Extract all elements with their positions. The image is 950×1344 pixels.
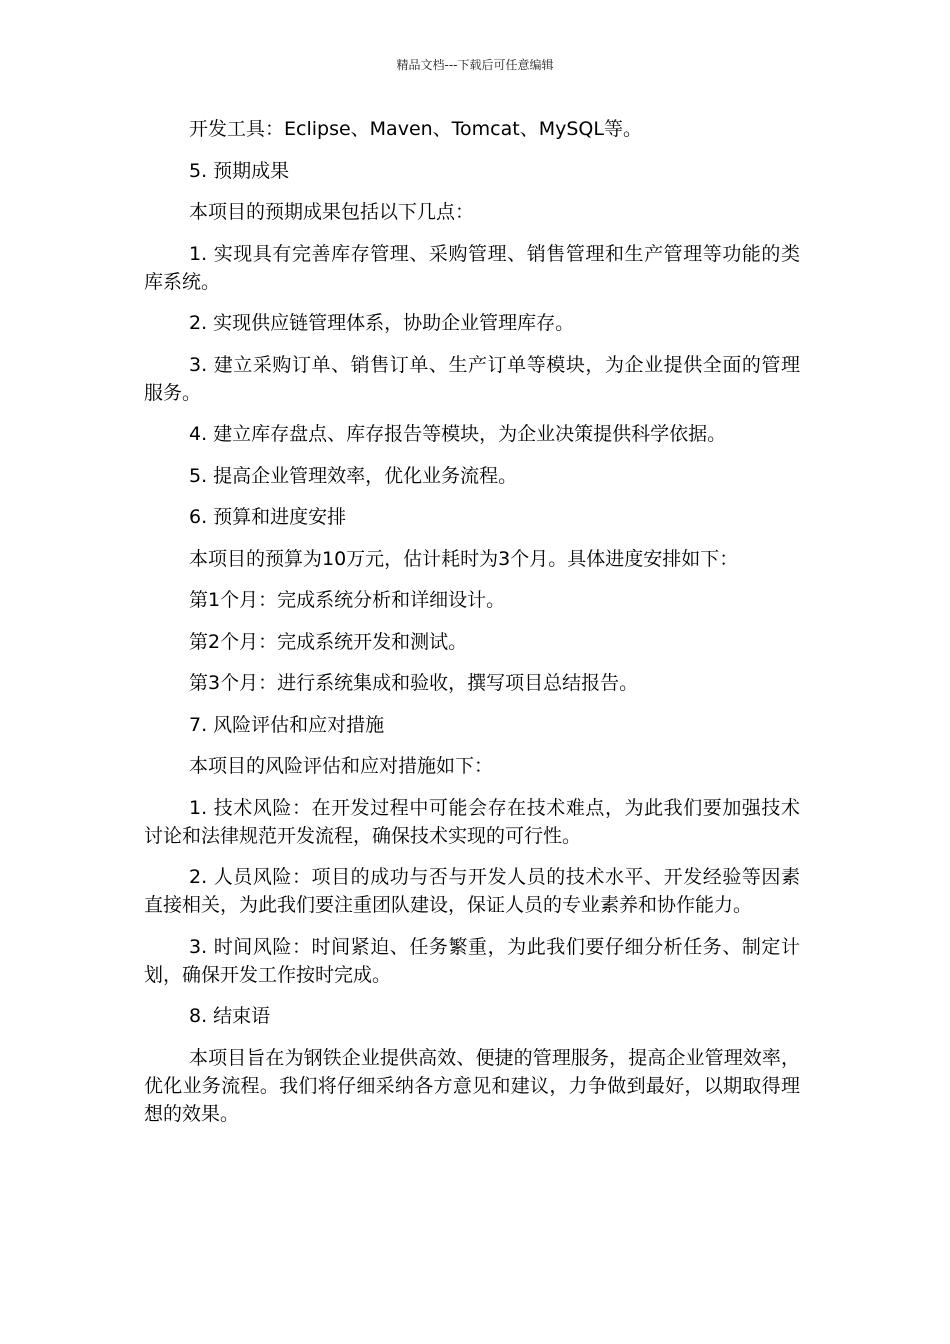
paragraph: 本项目的预期成果包括以下几点： <box>189 201 475 223</box>
list-item: 1. 技术风险：在开发过程中可能会存在技术难点，为此我们要加强技术讨论和法律规范开发流程，确保技术实现的可行性。 <box>144 796 800 847</box>
list-item: 3. 建立采购订单、销售订单、生产订单等模块，为企业提供全面的管理服务。 <box>144 353 800 404</box>
section-heading: 6. 预算和进度安排 <box>189 506 347 528</box>
list-item: 2. 人员风险：项目的成功与否与开发人员的技术水平、开发经验等因素直接相关，为此我们要注重团队建设，保证人员的专业素养和协作能力。 <box>144 866 800 916</box>
list-item: 3. 时间风险：时间紧迫、任务繁重，为此我们要仔细分析任务、制定计划，确保开发工作按时完成。 <box>144 935 800 986</box>
list-item: 1. 实现具有完善库存管理、采购管理、销售管理和生产管理等功能的类库系统。 <box>144 242 800 293</box>
paragraph: 开发工具：Eclipse、Maven、Tomcat、MySQL等。 <box>189 118 642 140</box>
page-header: 精品文档---下载后可任意编辑 <box>396 58 554 72</box>
paragraph: 本项目旨在为钢铁企业提供高效、便捷的管理服务，提高企业管理效率，优化业务流程。我们将仔细采纳各方意见和建议，力争做到最好，以期取得理想的效果。 <box>144 1046 800 1125</box>
schedule-item: 第1个月：完成系统分析和详细设计。 <box>189 589 506 611</box>
list-item: 2. 实现供应链管理体系，协助企业管理库存。 <box>189 312 575 334</box>
schedule-item: 第2个月：完成系统开发和测试。 <box>189 630 468 653</box>
list-item: 5. 提高企业管理效率，优化业务流程。 <box>189 464 518 487</box>
section-heading: 8. 结束语 <box>189 1005 271 1027</box>
section-heading: 7. 风险评估和应对措施 <box>189 713 385 736</box>
paragraph: 本项目的风险评估和应对措施如下： <box>189 755 494 777</box>
schedule-item: 第3个月：进行系统集成和验收，撰写项目总结报告。 <box>189 672 639 694</box>
paragraph: 本项目的预算为10万元，估计耗时为3个月。具体进度安排如下： <box>189 547 739 570</box>
section-heading: 5. 预期成果 <box>189 159 290 182</box>
list-item: 4. 建立库存盘点、库存报告等模块，为企业决策提供科学依据。 <box>189 423 727 445</box>
document-body <box>144 115 800 1141</box>
